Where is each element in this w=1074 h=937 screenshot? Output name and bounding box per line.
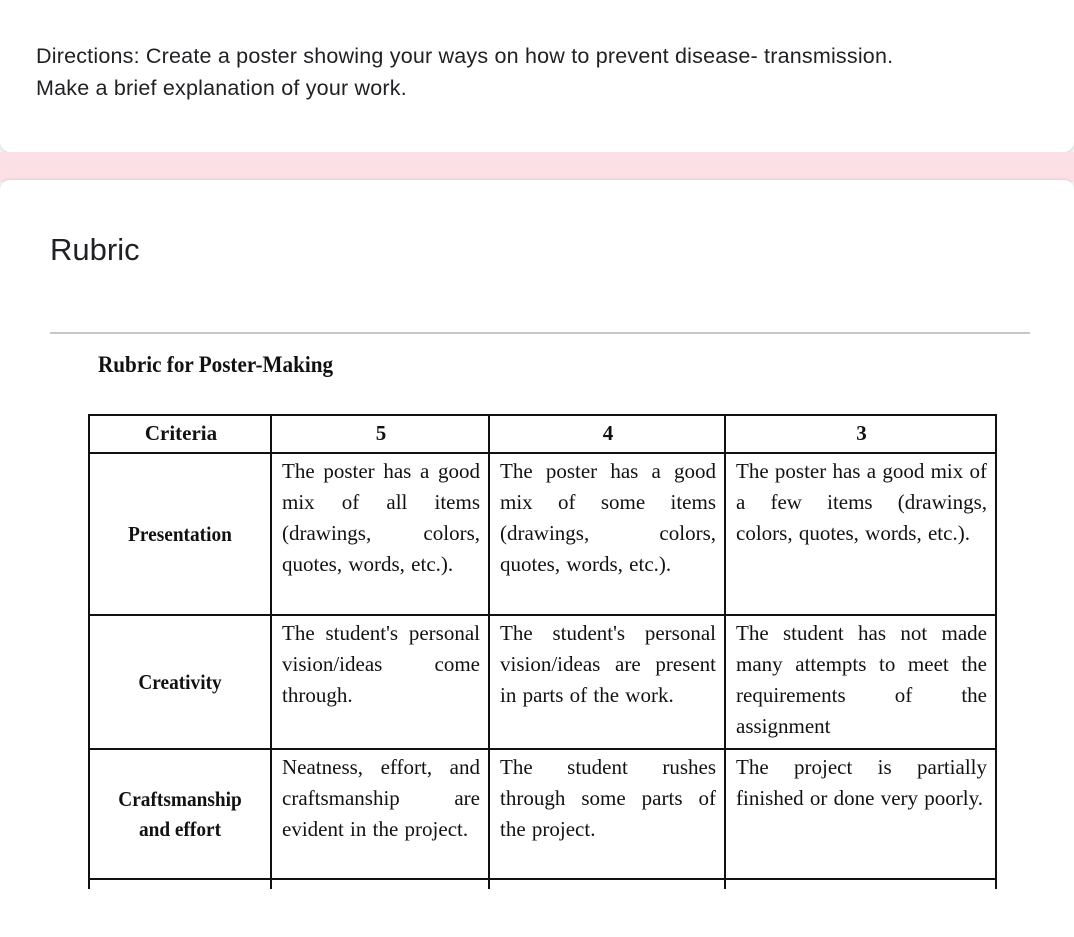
criteria-cell: Presentation <box>96 453 263 615</box>
score-4-cell <box>489 453 725 615</box>
table-row-cut-off <box>89 879 996 889</box>
criteria-cell: Craftsmanship and effort <box>96 749 263 879</box>
score-5-cell <box>271 453 489 615</box>
empty-cell <box>725 879 996 889</box>
empty-cell <box>89 879 271 889</box>
rubric-table <box>88 414 997 889</box>
empty-cell <box>489 879 725 889</box>
cell-text: The student's personal vision/ideas are present in parts of the work. <box>500 621 716 707</box>
section-title: Rubric <box>50 232 140 267</box>
score-5-cell <box>271 615 489 749</box>
cell-text: The student rushes through some parts of the project. <box>500 755 716 841</box>
empty-cell <box>271 879 489 889</box>
cell-text: The project is partially finished or done very poorly. <box>736 755 987 810</box>
cell-text: Neatness, effort, and craftsmanship are evident in the project. <box>282 755 480 841</box>
score-3-cell <box>725 453 996 615</box>
rubric-image <box>86 340 1006 889</box>
header-score-4: 4 <box>489 415 725 453</box>
table-row <box>89 749 996 879</box>
cell-text: The student's personal vision/ideas come through. <box>282 621 480 707</box>
score-4-cell <box>489 749 725 879</box>
rubric-image-title: Rubric for Poster-Making <box>98 352 334 377</box>
score-3-cell <box>725 615 996 749</box>
criteria-cell: Creativity <box>96 615 263 749</box>
cell-text: The poster has a good mix of all items (drawings, colors, quotes, words, etc.). <box>282 459 480 576</box>
cell-text: The poster has a good mix of a few items (drawings, colors, quotes, words, etc.). <box>736 459 987 545</box>
table-row <box>89 453 996 615</box>
cell-text: The poster has a good mix of some items (drawings, colors, quotes, words, etc.). <box>500 459 716 576</box>
cell-text: The student has not made many attempts to meet the requirements of the assignment <box>736 621 987 738</box>
header-criteria: Criteria <box>89 415 271 453</box>
score-3-cell <box>725 749 996 879</box>
score-4-cell <box>489 615 725 749</box>
directions-line-1: Directions: Create a poster showing your ways on how to prevent disease- transmission. <box>36 44 894 68</box>
rubric-header-row <box>89 415 996 453</box>
score-5-cell <box>271 749 489 879</box>
header-score-3: 3 <box>725 415 996 453</box>
directions-line-2: Make a brief explanation of your work. <box>36 76 407 100</box>
header-score-5: 5 <box>271 415 489 453</box>
table-row <box>89 615 996 749</box>
